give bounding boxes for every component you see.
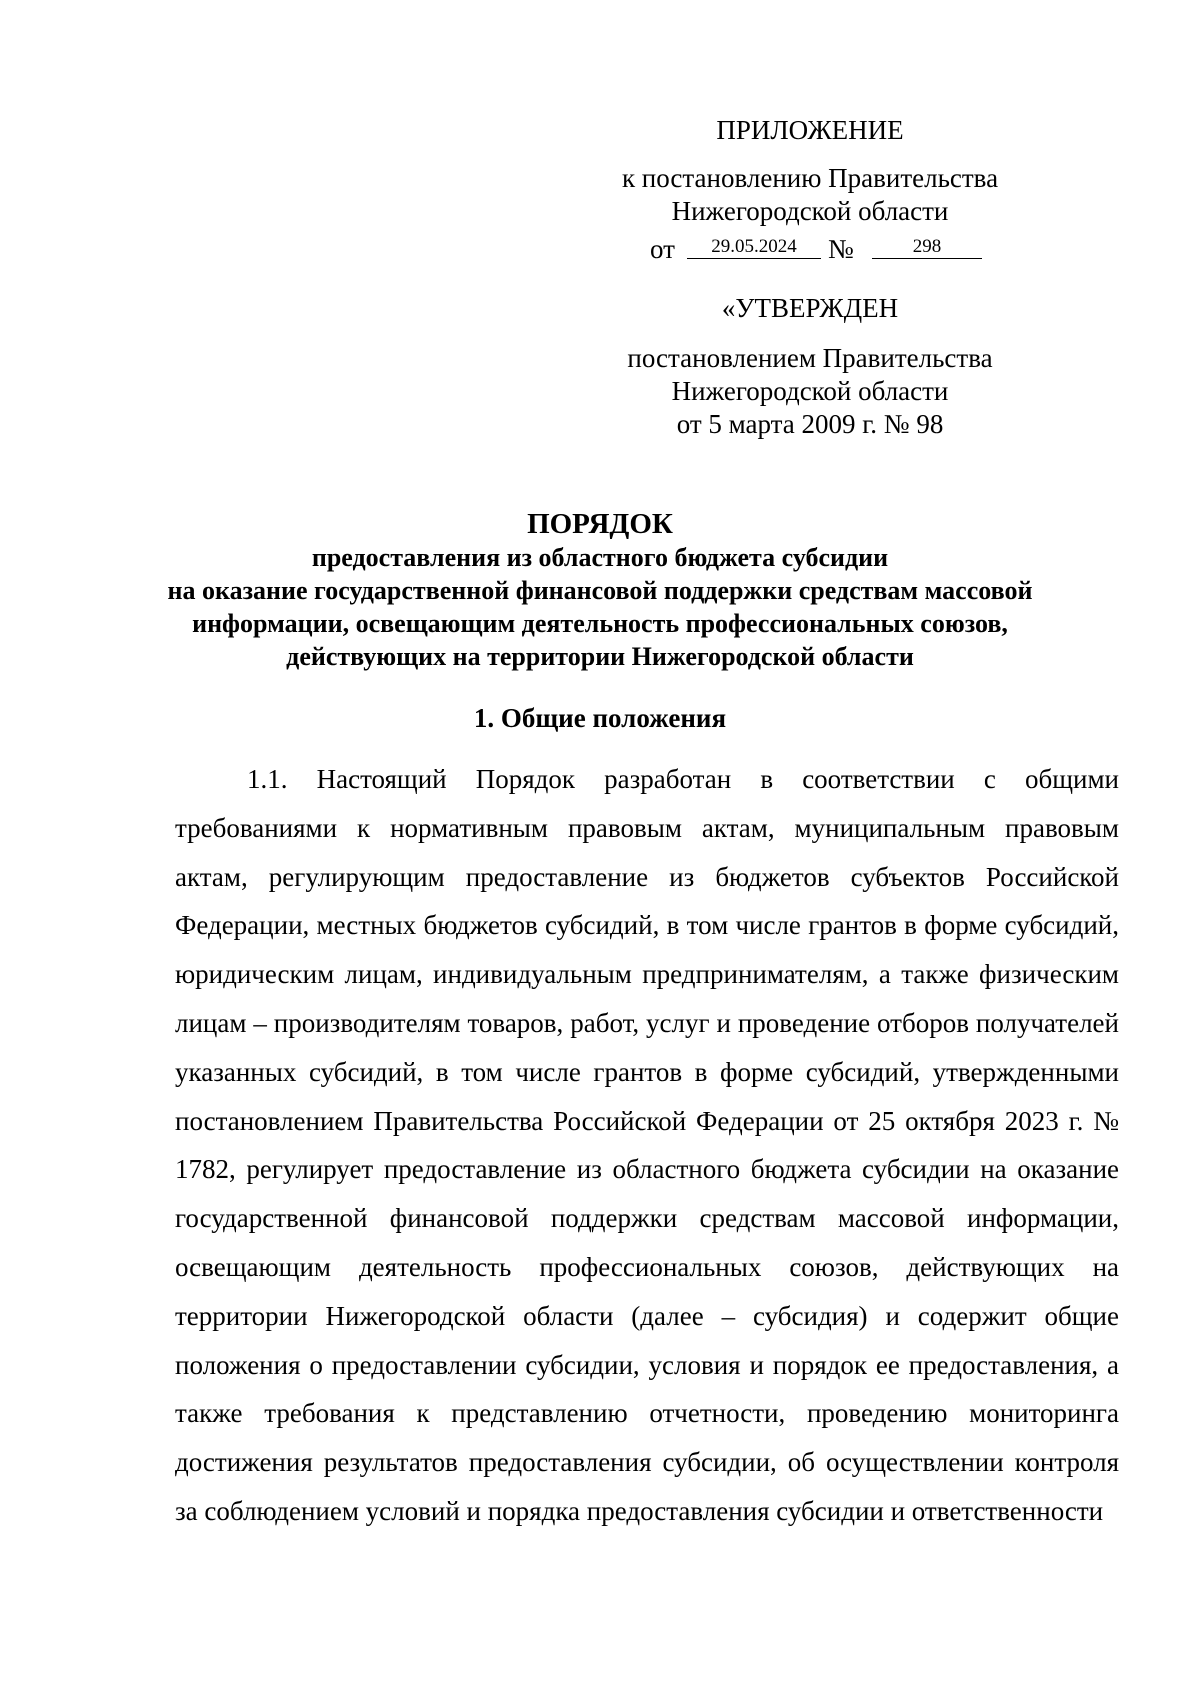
appendix-title: ПРИЛОЖЕНИЕ [716, 115, 904, 145]
document-title: ПОРЯДОК [527, 508, 673, 540]
resolution-date-number-line [650, 230, 980, 264]
approved-label: «УТВЕРЖДЕН [721, 293, 899, 323]
appendix-ref-line-1: к постановлению Правительства [621, 163, 999, 193]
subtitle-line: предоставления из областного бюджета субсидии [311, 543, 889, 572]
subtitle-line: действующих на территории Нижегородской области [286, 642, 914, 671]
approved-reference [600, 342, 1020, 441]
appendix-reference [600, 162, 1020, 228]
subtitle-line: информации, освещающим деятельность профессиональных союзов, [192, 609, 1008, 638]
appendix-ref-line-2: Нижегородской области [671, 196, 949, 226]
resolution-number: 298 [872, 236, 982, 259]
approved-ref-line-2: Нижегородской области [671, 376, 949, 406]
approved-ref-line-3: от 5 марта 2009 г. № 98 [676, 409, 944, 439]
resolution-date: 29.05.2024 [687, 236, 821, 259]
section-heading: 1. Общие положения [473, 703, 727, 733]
paragraph-1-1: 1.1. Настоящий Порядок разработан в соответствии с общими требованиями к нормативным правовым актам, муниципальным правовым актам, регулирующим предоставление из бюджетов субъектов Российской Федерации, местных бюджетов субсидий, в том числе грантов в форме субсидий, юридическим лицам, индивидуальным предпринимателям, а также физическим лицам – производителям товаров, работ, услуг и проведение отборов получателей указанных субсидий, в том числе грантов в форме субсидий, утвержденными постановлением Правительства Российской Федерации от 25 октября 2023 г. № 1782, регулирует предоставление из областного бюджета субсидии на оказание государственной финансовой поддержки средствам массовой информации, освещающим деятельность профессиональных союзов, действующих на территории Нижегородской области (далее – субсидия) и содержит общие положения о предоставлении субсидии, условия и порядок ее предоставления, а также требования к представлению отчетности, проведению мониторинга достижения результатов предоставления субсидии, об осуществлении контроля за соблюдением условий и порядка предоставления субсидии и ответственности [175, 764, 1119, 1526]
subtitle-line: на оказание государственной финансовой поддержки средствам массовой [167, 576, 1033, 605]
date-prefix: от [650, 234, 675, 264]
document-subtitle [160, 541, 1040, 673]
approved-ref-line-1: постановлением Правительства [627, 343, 993, 373]
number-sign: № [828, 234, 854, 264]
